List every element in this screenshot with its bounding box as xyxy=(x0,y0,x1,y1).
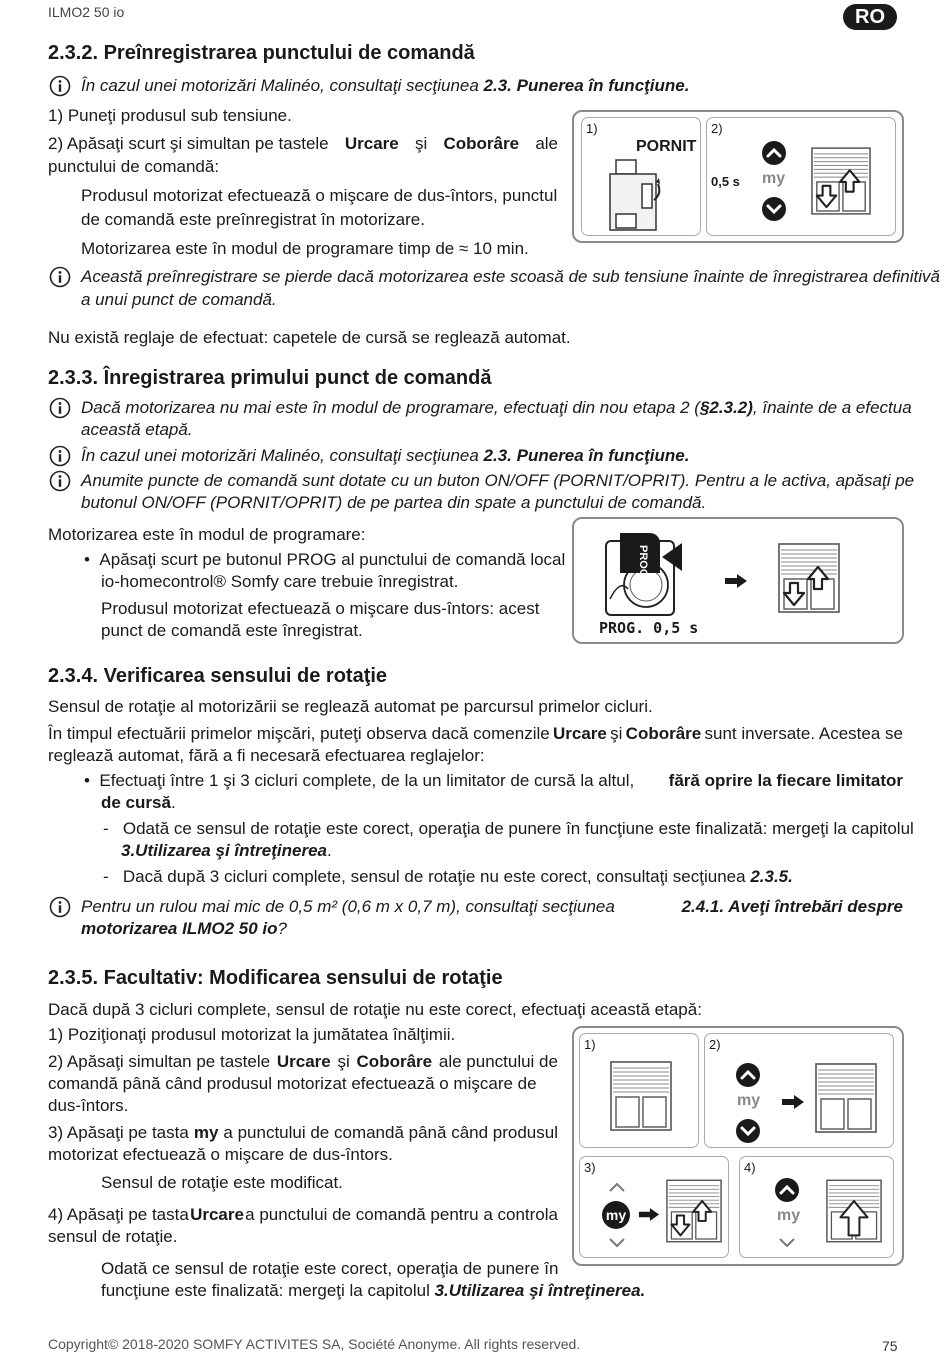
dash-item: - Dacă după 3 cicluri complete, sensul de rotaţie nu este corect, consultaţi secţiunea 2.3.5. xyxy=(103,867,793,886)
info-note: În cazul unei motorizări Malinéo, consultaţi secţiunea 2.3. Punerea în funcţiune. xyxy=(81,76,690,95)
circuit-breaker-icon xyxy=(608,158,664,232)
local-control-prog-icon xyxy=(602,527,692,619)
step-2-cont: punctului de comandă: xyxy=(48,157,220,176)
figure-panel-4 xyxy=(739,1156,894,1258)
step-2: 2) Apăsaţi simultan pe tastele Urcare şi Coborâre ale punctului de xyxy=(48,1052,558,1071)
figure-preregister xyxy=(572,110,904,243)
prog-tab-label: PROG xyxy=(637,545,649,578)
step-3-cont: motorizat efectuează o mişcare de dus-întors. xyxy=(48,1145,393,1164)
dash-item-cont: 3.Utilizarea şi întreţinerea. xyxy=(121,841,332,860)
arrow-right-icon xyxy=(638,1207,660,1222)
page-number: 75 xyxy=(882,1338,898,1354)
shutter-half-icon xyxy=(815,1062,877,1134)
pornit-label: PORNIT xyxy=(636,138,697,155)
copyright-footer: Copyright© 2018-2020 SOMFY ACTIVITES SA, Société Anonyme. All rights reserved. xyxy=(48,1336,581,1352)
panel-number: 2) xyxy=(711,121,723,136)
panel-number: 1) xyxy=(584,1037,596,1052)
info-icon xyxy=(49,266,71,288)
dash-item: - Odată ce sensul de rotaţie este corect, operaţia de punere în funcţiune este finalizată: mergeţi la capitolul xyxy=(103,819,914,838)
info-icon xyxy=(49,896,71,918)
up-button-icon xyxy=(735,1062,761,1088)
section-2-3-5-title: 2.3.5. Facultativ: Modificarea sensului de rotaţie xyxy=(48,967,503,989)
figure-panel-3 xyxy=(579,1156,729,1258)
my-button-label: my xyxy=(762,170,786,187)
bullet-item: • Apăsaţi scurt pe butonul PROG al punctului de comandă local xyxy=(84,550,566,569)
paragraph-cont: reglează automat, fără a fi necesară efectuarea reglajelor: xyxy=(48,746,485,765)
language-badge xyxy=(843,4,897,30)
document-model-label: ILMO2 50 io xyxy=(48,4,125,20)
step-1: 1) Puneţi produsul sub tensiune. xyxy=(48,106,292,125)
bullet-item-cont: io-homecontrol® Somfy care trebuie înregistrat. xyxy=(101,572,459,591)
shutter-half-icon xyxy=(610,1060,672,1132)
bullet-item: • Efectuaţi între 1 şi 3 cicluri complete, de la un limitator de cursă la altul, fără oprire la fiecare limitator xyxy=(84,771,903,790)
arrow-right-icon xyxy=(724,573,748,589)
info-icon xyxy=(49,470,71,492)
my-button-label: my xyxy=(777,1207,801,1224)
info-icon xyxy=(49,445,71,467)
step-2-cont: comandă până când produsul motorizat efectuează o mişcare de xyxy=(48,1074,537,1093)
my-button-icon xyxy=(602,1201,630,1229)
programming-mode-intro: Motorizarea este în modul de programare: xyxy=(48,525,366,544)
paragraph: Dacă după 3 cicluri complete, sensul de rotaţie nu este corect, efectuaţi această etapă: xyxy=(48,1000,702,1019)
info-note-cont: butonul ON/OFF (PORNIT/OPRIT) de pe partea din spate a punctului de comandă. xyxy=(81,493,707,512)
bullet-result: Produsul motorizat efectuează o mişcare dus-întors: acest xyxy=(101,599,540,618)
section-2-3-3-title: 2.3.3. Înregistrarea primului punct de comandă xyxy=(48,367,492,389)
arrow-right-icon xyxy=(781,1094,805,1110)
panel-number: 3) xyxy=(584,1160,596,1175)
my-button-label: my xyxy=(737,1092,761,1109)
info-note: Această preînregistrare se pierde dacă motorizarea este scoasă de sub tensiune înainte de înregistrarea definitivă xyxy=(81,267,940,286)
figure-panel-1 xyxy=(579,1033,699,1148)
bullet-item-cont: de cursă. xyxy=(101,793,176,812)
step-3: 3) Apăsaţi pe tasta my a punctului de comandă până când produsul xyxy=(48,1123,558,1142)
panel-number: 4) xyxy=(744,1160,756,1175)
panel-number: 1) xyxy=(586,121,598,136)
info-note: În cazul unei motorizări Malinéo, consultaţi secţiunea 2.3. Punerea în funcţiune. xyxy=(81,446,690,465)
info-icon xyxy=(49,397,71,419)
step-1: 1) Poziţionaţi produsul motorizat la jumătatea înălţimii. xyxy=(48,1025,456,1044)
prog-press-label: PROG. 0,5 s xyxy=(599,619,699,637)
figure-panel-1 xyxy=(581,117,701,236)
info-note: Anumite puncte de comandă sunt dotate cu un buton ON/OFF (PORNIT/OPRIT). Pentru a le activa, apăsaţi pe xyxy=(81,471,915,490)
figure-panel-2 xyxy=(704,1033,894,1148)
shutter-updown-icon xyxy=(778,539,840,617)
info-note: Dacă motorizarea nu mai este în modul de programare, efectuaţi din nou etapa 2 ( §2.3.2) , înainte de a efectua xyxy=(81,398,912,417)
step-2-result: Produsul motorizat efectuează o mişcare de dus-întors, punctul xyxy=(81,186,558,205)
info-note-cont: a unui punct de comandă. xyxy=(81,290,277,309)
step-4-cont: sensul de rotaţie. xyxy=(48,1227,178,1246)
down-button-icon xyxy=(735,1118,761,1144)
adjustment-note: Nu există reglaje de efectuat: capetele de cursă se reglează automat. xyxy=(48,328,571,347)
step-3-result: Sensul de rotaţie este modificat. xyxy=(101,1173,343,1192)
info-note-cont: această etapă. xyxy=(81,420,193,439)
figure-change-direction xyxy=(572,1026,904,1266)
step-2-result-cont: de comandă este preînregistrat în motorizare. xyxy=(81,210,425,229)
section-2-3-2-title: 2.3.2. Preînregistrarea punctului de comandă xyxy=(48,42,475,64)
final-note-cont: funcţiune este finalizată: mergeţi la capitolul 3.Utilizarea şi întreţinerea. xyxy=(101,1281,646,1300)
info-note-cont: motorizarea ILMO2 50 io? xyxy=(81,919,287,938)
up-button-icon xyxy=(774,1177,800,1203)
press-duration: 0,5 s xyxy=(711,174,740,189)
shutter-up-icon xyxy=(826,1177,882,1245)
down-button-icon xyxy=(761,196,787,222)
info-icon xyxy=(49,75,71,97)
language-badge-label: RO xyxy=(855,6,885,28)
bullet-result-cont: punct de comandă este înregistrat. xyxy=(101,621,363,640)
step-2: 2) Apăsaţi scurt şi simultan pe tastele Urcare şi Coborâre ale xyxy=(48,134,558,153)
info-note: Pentru un rulou mai mic de 0,5 m² (0,6 m x 0,7 m), consultaţi secţiunea 2.4.1. Aveţi întrebări despre xyxy=(81,897,903,916)
chevron-down-icon xyxy=(608,1237,626,1249)
paragraph: În timpul efectuării primelor mişcări, puteţi observa dacă comenzile Urcare şi Coborâre sunt inversate. Acestea se xyxy=(48,724,903,743)
step-4: 4) Apăsaţi pe tasta Urcare a punctului de comandă pentru a controla xyxy=(48,1205,558,1224)
my-button-label: my xyxy=(605,1207,627,1223)
chevron-up-icon xyxy=(608,1181,626,1193)
shutter-updown-icon xyxy=(666,1177,722,1245)
final-note: Odată ce sensul de rotaţie este corect, operaţia de punere în xyxy=(101,1259,559,1278)
shutter-updown-icon xyxy=(811,146,871,216)
up-button-icon xyxy=(761,140,787,166)
programming-mode-note: Motorizarea este în modul de programare timp de ≈ 10 min. xyxy=(81,239,529,258)
figure-prog-register xyxy=(572,517,904,644)
section-2-3-4-title: 2.3.4. Verificarea sensului de rotaţie xyxy=(48,665,388,687)
panel-number: 2) xyxy=(709,1037,721,1052)
figure-panel-2 xyxy=(706,117,896,236)
step-2-cont: dus-întors. xyxy=(48,1096,129,1115)
paragraph: Sensul de rotaţie al motorizării se reglează automat pe parcursul primelor cicluri. xyxy=(48,697,653,716)
chevron-down-icon xyxy=(778,1237,796,1249)
